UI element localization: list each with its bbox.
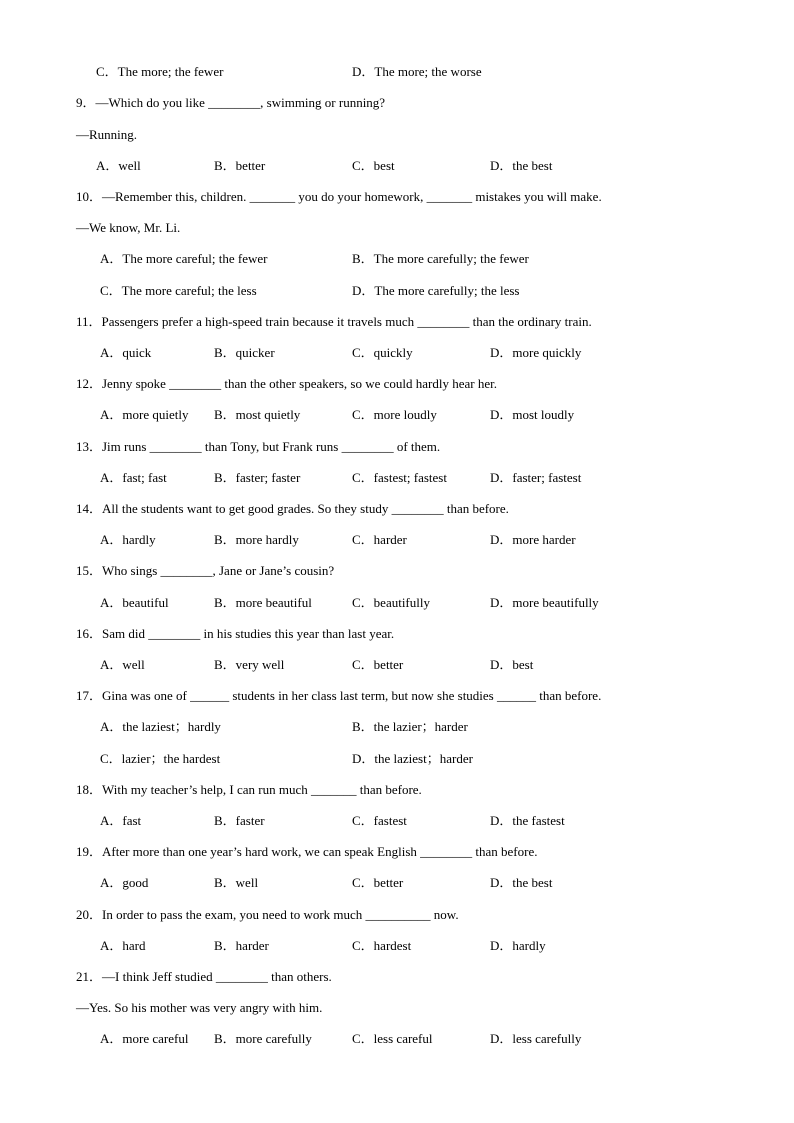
q10-option-c: C．The more careful; the less [100, 283, 257, 298]
q11-option-d: D．more quickly [490, 345, 582, 360]
q11-option-b: B．quicker [214, 345, 275, 360]
q14-option-b: B．more hardly [214, 532, 299, 547]
q19-option-c: C．better [352, 875, 404, 890]
q17-stem: 17．Gina was one of ______ students in her class last term, but now she studies ______ than before. [76, 688, 602, 703]
q8-option-c: C．The more; the fewer [96, 64, 224, 79]
q16-option-d: D．best [490, 657, 534, 672]
q18-option-b: B．faster [214, 813, 265, 828]
q17-option-b: B．the lazier；harder [352, 719, 468, 734]
q13-option-c: C．fastest; fastest [352, 470, 447, 485]
q18-stem: 18．With my teacher’s help, I can run much _______ than before. [76, 782, 422, 797]
q10-reply: —We know, Mr. Li. [76, 220, 181, 235]
q16-option-b: B．very well [214, 657, 285, 672]
q15-option-d: D．more beautifully [490, 595, 599, 610]
q21-option-b: B．more carefully [214, 1031, 312, 1046]
q10-stem: 10．—Remember this, children. _______ you do your homework, _______ mistakes you will make. [76, 189, 602, 204]
q15-stem: 15．Who sings ________, Jane or Jane’s cousin? [76, 563, 335, 578]
q11-option-c: C．quickly [352, 345, 413, 360]
q8-option-d: D．The more; the worse [352, 64, 482, 79]
q19-option-d: D．the best [490, 875, 553, 890]
q19-stem: 19．After more than one year’s hard work, we can speak English ________ than before. [76, 844, 538, 859]
q21-stem: 21．—I think Jeff studied ________ than others. [76, 969, 332, 984]
q11-stem: 11．Passengers prefer a high-speed train because it travels much ________ than the ordinary train. [76, 314, 592, 329]
q9-reply: —Running. [76, 127, 138, 142]
q16-option-a: A．well [100, 657, 145, 672]
q9-option-d: D．the best [490, 158, 553, 173]
q11-option-a: A．quick [100, 345, 152, 360]
q9-stem: 9．—Which do you like ________, swimming or running? [76, 95, 386, 110]
q14-option-c: C．harder [352, 532, 407, 547]
q10-option-d: D．The more carefully; the less [352, 283, 520, 298]
q14-option-d: D．more harder [490, 532, 576, 547]
q21-option-d: D．less carefully [490, 1031, 582, 1046]
q9-option-c: C．best [352, 158, 395, 173]
q17-option-a: A．the laziest；hardly [100, 719, 221, 734]
q13-stem: 13．Jim runs ________ than Tony, but Frank runs ________ of them. [76, 439, 441, 454]
q20-option-c: C．hardest [352, 938, 412, 953]
q19-option-a: A．good [100, 875, 149, 890]
q20-option-a: A．hard [100, 938, 146, 953]
q12-option-b: B．most quietly [214, 407, 301, 422]
q9-option-b: B．better [214, 158, 266, 173]
q18-option-a: A．fast [100, 813, 142, 828]
q15-option-c: C．beautifully [352, 595, 430, 610]
q21-reply: —Yes. So his mother was very angry with him. [76, 1000, 323, 1015]
q20-stem: 20．In order to pass the exam, you need to work much __________ now. [76, 907, 459, 922]
q12-stem: 12．Jenny spoke ________ than the other speakers, so we could hardly hear her. [76, 376, 497, 391]
q10-option-a: A．The more careful; the fewer [100, 251, 268, 266]
q17-option-d: D．the laziest；harder [352, 751, 473, 766]
q13-option-a: A．fast; fast [100, 470, 167, 485]
q15-option-b: B．more beautiful [214, 595, 312, 610]
q12-option-c: C．more loudly [352, 407, 437, 422]
q20-option-d: D．hardly [490, 938, 546, 953]
q13-option-b: B．faster; faster [214, 470, 301, 485]
q21-option-c: C．less careful [352, 1031, 433, 1046]
q20-option-b: B．harder [214, 938, 269, 953]
q19-option-b: B．well [214, 875, 259, 890]
q12-option-a: A．more quietly [100, 407, 189, 422]
q10-option-b: B．The more carefully; the fewer [352, 251, 529, 266]
q21-option-a: A．more careful [100, 1031, 189, 1046]
q14-option-a: A．hardly [100, 532, 156, 547]
q14-stem: 14．All the students want to get good grades. So they study ________ than before. [76, 501, 509, 516]
q18-option-c: C．fastest [352, 813, 407, 828]
q18-option-d: D．the fastest [490, 813, 565, 828]
q12-option-d: D．most loudly [490, 407, 575, 422]
q13-option-d: D．faster; fastest [490, 470, 582, 485]
q17-option-c: C．lazier；the hardest [100, 751, 221, 766]
q16-option-c: C．better [352, 657, 404, 672]
q9-option-a: A．well [96, 158, 141, 173]
q15-option-a: A．beautiful [100, 595, 169, 610]
q16-stem: 16．Sam did ________ in his studies this year than last year. [76, 626, 395, 641]
